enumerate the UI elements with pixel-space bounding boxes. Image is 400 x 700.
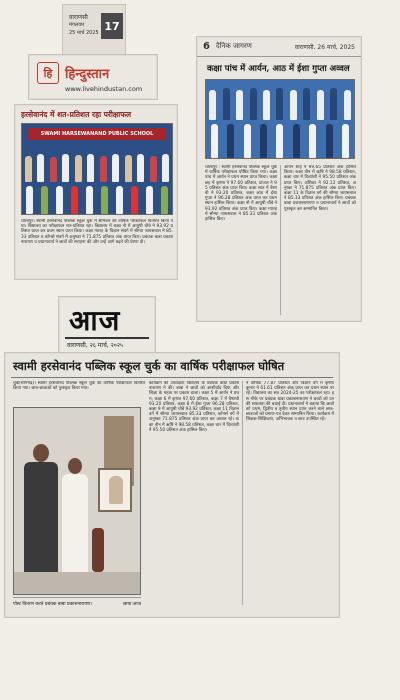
flower-vase [92,528,104,572]
student-figure [62,154,69,182]
aaj-body-col1: चुर्क(सोनभद्र)। स्वामी हरसेवानंद पब्लिक स्कूल चुर्क का वार्षिक परीक्षाफल वितरित किया गया। छात्र-छात्राओं को पुरस्कृत किया गया। [13,381,145,392]
jagran-page-number: 6 [203,41,210,52]
student-figure [150,156,157,182]
aaj-column-divider [242,381,243,605]
student-figure [276,88,283,120]
aaj-article-clip [4,352,340,618]
jagran-masthead: दैनिक जागरण [215,42,252,50]
student-figure [250,88,257,120]
school-banner-text: SWAMI HARSEWANAND PUBLIC SCHOOL [40,131,154,137]
dateline-date: 25 मार्च 2025 [69,30,99,36]
student-figure [162,154,169,182]
student-figure [260,124,267,158]
aaj-body-col3: ने वार्षिक 77.87 प्रतिशत और विज्ञान वर्ग में कृष्णा कुमार ने 61.61 प्रतिशत अंक प्राप्त कर प्रथम स्थान पर रहे। विद्यालय का सत्र 2024-25 का परीक्षाफल रहा। इस मौके पर प्रबंधक बाबा प्रकाशनारायण ने बच्चों को उनकी सफलता की बधाई दी। प्रधानाचार्य ने बताया कि छात्रों को प्रथम, द्वितीय व तृतीय स्थान प्राप्त करने वाले छात्र-छात्राओं को प्रमाण-पत्र देकर सम्मानित किया। कार्यक्रम में शिक्षक-शिक्षिकाएं, अभिभावक व छात्र उपस्थित रहे। [246,381,334,423]
hindustan-body: चोलापुर। स्वामी हरसेवानंद पब्लिक स्कूल चुर्क में सोमवार को वार्षिक परीक्षाफल वितरित किया गया। विद्यालय का परीक्षाफल शत-प्रतिशत रहा। विद्यालय में कक्षा नौ में आयुषी चौबे ने 93.92 प्रतिशत प्राप्त कर प्रथम स्थान प्राप्त किया। कक्षा ग्यारह के विज्ञान संवर्ग में सौम्या जायसवाल ने 85.33 प्रतिशत व कॉमर्स संवर्ग में अनुष्का ने 71.875 प्रतिशत अंक प्राप्त किए। प्रबंधक बाबा प्रकाशनारायण व प्रधानाचार्य ने छात्रों की सराहना की और उन्हें आगे बढ़ने की प्रेरणा दी। [21,219,173,245]
school-banner [28,128,166,140]
aaj-headline: स्वामी हरसेवानंद पब्लिक स्कूल चुर्क का वार्षिक परीक्षाफल घोषित [13,359,285,373]
student-figure [326,124,333,158]
jagran-headline: कक्षा पांच में आर्यन, आठ में ईशा गुप्ता अव्वल [207,64,350,74]
student-figure [344,90,351,120]
student-figure [209,90,216,120]
student-figure [146,186,153,214]
students-front-row [22,184,172,214]
hindustan-logo-box [37,62,59,84]
person-head [68,458,82,474]
student-figure [303,88,310,120]
hindustan-headline: हरसेवानंद में शत-प्रतिशत रहा परीक्षाफल [21,110,132,119]
dateline-day: मंगलवार [69,22,85,28]
person-body [24,462,58,574]
hindustan-article-clip [14,104,178,280]
student-figure [116,186,123,214]
student-figure [25,156,32,182]
student-figure [125,155,132,182]
student-figure [276,124,283,158]
aaj-caption-text: पोस्ट वितरण करते प्रबंधक बाबा प्रकाशनारायण। [13,601,92,607]
student-figure [290,90,297,120]
student-figure [37,154,44,182]
hindustan-photo [21,123,173,215]
student-figure [100,156,107,182]
page-number-box [101,13,123,39]
student-figure [75,155,82,182]
table-cloth [14,572,140,594]
aaj-rule [65,337,149,339]
student-figure [223,88,230,120]
aaj-dateline: वाराणसी, २६ मार्च, २०२५ [67,342,124,349]
jagran-photo [205,79,355,159]
student-figure [41,186,48,214]
students-front-row [206,122,354,158]
student-figure [86,186,93,214]
dateline-city: वाराणसी [69,14,88,21]
student-figure [56,186,63,214]
student-figure [137,154,144,182]
aaj-caption [13,597,141,609]
person-head [33,444,49,462]
students-back-row [22,152,172,182]
student-figure [211,124,218,158]
aaj-masthead-clip [58,296,156,354]
student-figure [50,157,57,182]
aaj-masthead: आज [69,304,121,337]
aaj-headline-rule [11,377,333,378]
page-number: 17 [104,19,120,33]
jagran-body-right: आर्यन शाह ने 99.65 प्रतिशत अंक हासिल किया। कक्षा तीन में ऋषि ने 98.58 प्रतिशत, कक्षा चार में दिव्यांशी ने 95.50 प्रतिशत अंक प्राप्त किए। अंशिका ने 92.13 प्रतिशत, अनुष्का ने 71.875 प्रतिशत अंक प्राप्त किए। कक्षा 11 के विज्ञान वर्ग की सौम्या जायसवाल ने 85.33 प्रतिशत अंक हासिल किए। प्रबंधक बाबा प्रकाशनारायण व प्रधानाचार्य ने छात्रों को पुरस्कृत कर सम्मानित किया। [284,165,356,212]
dateline-clip [62,4,126,56]
student-figure [309,124,316,158]
portrait-figure [109,476,123,504]
student-figure [342,124,349,158]
person-middle [62,458,88,578]
jagran-article-clip [196,36,362,322]
aaj-body-col2: कार्यक्रम की अध्यक्षता विद्यालय के प्रबंधक बाबा प्रकाशनारायण ने की। बाबा ने छात्रों को आशीर्वाद दिया और शिक्षा के महत्व पर प्रकाश डाला। कक्षा 5 में आर्यन ने प्रथम, कक्षा 6 में कृष्णा 97.60 प्रतिशत, कक्षा 7 में वैष्णवी 93.20 प्रतिशत, कक्षा 8 में ईशा गुप्ता 96.28 प्रतिशत, कक्षा 9 में आयुषी चौबे 93.92 प्रतिशत, कक्षा 11 विज्ञान वर्ग में सौम्या जायसवाल 85.33 प्रतिशत, कॉमर्स वर्ग में अनुष्का 71.875 प्रतिशत अंक प्राप्त कर अव्वल रहे। कक्षा तीन में ऋषि ने 98.58 प्रतिशत, कक्षा चार में दिव्यांशी ने 95.50 प्रतिशत अंक हासिल किए। [149,381,239,433]
student-figure [263,90,270,120]
jagran-header [197,37,361,57]
person-body [62,474,88,578]
student-figure [317,90,324,120]
student-figure [227,124,234,158]
hindustan-masthead: हिन्दुस्तान [65,67,110,82]
student-figure [244,124,251,158]
hindustan-masthead-clip [28,54,158,100]
student-figure [161,186,168,214]
hindustan-url: www.livehindustan.com [65,85,143,93]
student-figure [101,186,108,214]
person-left [24,444,58,574]
jagran-body-left: चोलापुर : स्वामी हरसेवानंद पब्लिक स्कूल चुर्क में वार्षिक परीक्षाफल घोषित किया गया। कक्षा पांच में आर्यन ने प्रथम स्थान प्राप्त किया। कक्षा छह में कृष्णा ने 97.60 प्रतिशत, प्रांजल ने 95 प्रतिशत अंक प्राप्त किए। कक्षा सात में वैष्णवी ने 93.20 प्रतिशत, कक्षा आठ में ईशा गुप्ता ने 96.28 प्रतिशत अंक प्राप्त कर प्रथम स्थान हासिल किया। कक्षा नौ में आयुषी चौबे ने 93.92 प्रतिशत अंक प्राप्त किए। कक्षा ग्यारह में सौम्या जायसवाल ने 85.33 प्रतिशत अंक हासिल किए। [205,165,277,223]
student-figure [330,88,337,120]
student-figure [26,186,33,214]
student-figure [131,186,138,214]
jagran-dateline: वाराणसी, 26 मार्च, 2025 [294,43,355,51]
hindustan-logo-icon: हि [43,66,53,80]
student-figure [87,154,94,182]
students-back-row [206,86,354,120]
student-figure [293,124,300,158]
jagran-column-divider [280,165,281,315]
student-figure [236,90,243,120]
aaj-photo [13,407,141,595]
student-figure [112,154,119,182]
student-figure [71,186,78,214]
portrait-frame [98,468,132,512]
aaj-photo-credit: छाया:आज [123,601,141,607]
